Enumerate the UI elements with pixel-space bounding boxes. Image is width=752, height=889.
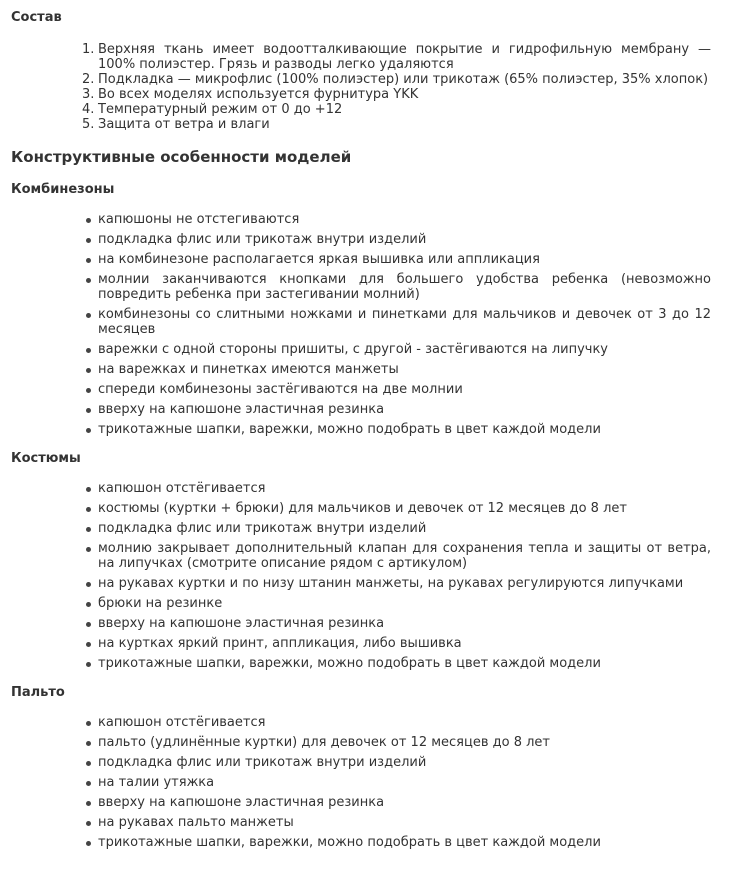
coats-heading: Пальто — [11, 685, 65, 700]
list-item: трикотажные шапки, варежки, можно подобрать в цвет каждой модели — [98, 835, 711, 850]
list-item: молнию закрывает дополнительный клапан для сохранения тепла и защиты от ветра, на липучках (смотрите описание рядом с артикулом) — [98, 541, 711, 571]
suits-heading: Костюмы — [11, 451, 81, 466]
list-item: 5. Защита от ветра и влаги — [82, 117, 270, 132]
suits-list — [98, 481, 711, 671]
list-item: капюшоны не отстегиваются — [98, 212, 711, 227]
list-item: 4. Температурный режим от 0 до +12 — [82, 102, 343, 117]
list-item: вверху на капюшоне эластичная резинка — [98, 616, 711, 631]
composition-list — [82, 42, 711, 132]
coats-list — [98, 715, 711, 850]
list-item: капюшон отстёгивается — [98, 715, 711, 730]
list-item: спереди комбинезоны застёгиваются на две молнии — [98, 382, 711, 397]
product-description — [11, 8, 711, 855]
list-item: на комбинезоне располагается яркая вышивка или аппликация — [98, 252, 711, 267]
list-item: молнии заканчиваются кнопками для большего удобства ребенка (невозможно повредить ребенка при застегивании молний) — [98, 272, 711, 302]
list-item: 2. Подкладка — микрофлис (100% полиэстер) или трикотаж (65% полиэстер, 35% хлопок) — [82, 72, 709, 87]
list-item: вверху на капюшоне эластичная резинка — [98, 795, 711, 810]
features-heading: Конструктивные особенности моделей — [11, 148, 352, 166]
list-item: капюшон отстёгивается — [98, 481, 711, 496]
overalls-heading: Комбинезоны — [11, 182, 115, 197]
list-item: на куртках яркий принт, аппликация, либо вышивка — [98, 636, 711, 651]
list-item: брюки на резинке — [98, 596, 711, 611]
list-item: комбинезоны со слитными ножками и пинетками для мальчиков и девочек от 3 до 12 месяцев — [98, 307, 711, 337]
list-item: на талии утяжка — [98, 775, 711, 790]
list-item: 1. Верхняя ткань имеет водоотталкивающие покрытие и гидрофильную мембрану — 100% полиэстер. Грязь и разводы легко удаляются — [82, 42, 711, 72]
list-item: трикотажные шапки, варежки, можно подобрать в цвет каждой модели — [98, 656, 711, 671]
list-item: 3. Во всех моделях используется фурнитура YKK — [82, 87, 419, 102]
composition-heading: Состав — [11, 10, 62, 25]
list-item: на варежках и пинетках имеются манжеты — [98, 362, 711, 377]
list-item: пальто (удлинённые куртки) для девочек от 12 месяцев до 8 лет — [98, 735, 711, 750]
list-item: трикотажные шапки, варежки, можно подобрать в цвет каждой модели — [98, 422, 711, 437]
list-item: вверху на капюшоне эластичная резинка — [98, 402, 711, 417]
list-item: подкладка флис или трикотаж внутри изделий — [98, 521, 711, 536]
list-item: подкладка флис или трикотаж внутри изделий — [98, 755, 711, 770]
list-item: варежки с одной стороны пришиты, с другой - застёгиваются на липучку — [98, 342, 711, 357]
list-item: на рукавах пальто манжеты — [98, 815, 711, 830]
overalls-list — [98, 212, 711, 437]
list-item: костюмы (куртки + брюки) для мальчиков и девочек от 12 месяцев до 8 лет — [98, 501, 711, 516]
list-item: на рукавах куртки и по низу штанин манжеты, на рукавах регулируются липучками — [98, 576, 711, 591]
list-item: подкладка флис или трикотаж внутри изделий — [98, 232, 711, 247]
